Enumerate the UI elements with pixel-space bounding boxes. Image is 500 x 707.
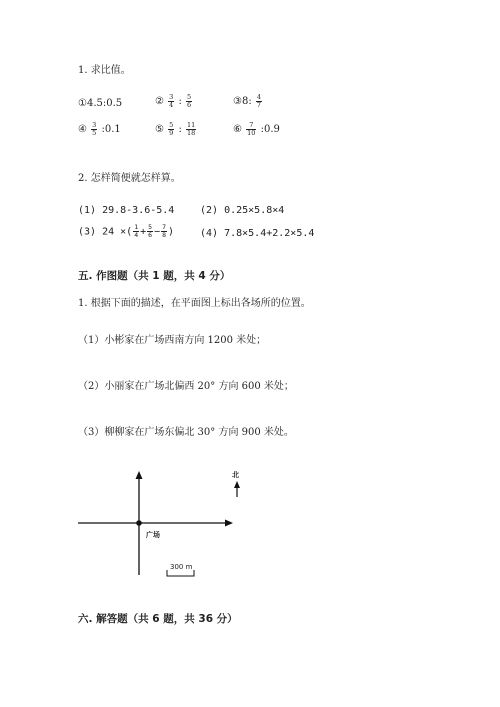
section5-sub-1: （1）小彬家在广场西南方向 1200 米处； (78, 335, 267, 346)
section5-heading: 五. 作图题（共 1 题，共 4 分） (78, 270, 231, 282)
q1-item-6-label: ⑥ (233, 124, 242, 135)
ratio-sep: : (178, 124, 182, 135)
section5-question: 1. 根据下面的描述，在平面图上标出各场所的位置。 (78, 298, 311, 309)
section6-heading: 六. 解答题（共 6 题，共 36 分） (78, 613, 238, 625)
fraction: $\frac{5}{9}$ (169, 121, 174, 137)
north-axis-arrowhead (136, 471, 143, 479)
q2-item-2: (2) 0.25×5.8×4 (200, 205, 285, 216)
fraction: $\frac{1}{4}$ (134, 223, 139, 239)
q2-item-4: (4) 7.8×5.4+2.2×5.4 (200, 228, 315, 239)
q1-title: 1. 求比值。 (78, 65, 131, 76)
expr-prefix: (3) 24 ×( (78, 226, 133, 238)
ratio-sep: : (178, 96, 182, 107)
expr-suffix: ) (168, 226, 175, 238)
fraction: $\frac{5}{6}$ (148, 223, 153, 239)
fraction: $\frac{4}{7}$ (256, 93, 262, 109)
q1-item-4-label: ④ (78, 124, 87, 135)
q1-item-2-label: ② (155, 96, 164, 107)
expr-op: + (140, 226, 147, 238)
q1-item-5-label: ⑤ (155, 124, 164, 135)
fraction: $\frac{7}{8}$ (162, 223, 167, 239)
fraction: $\frac{5}{6}$ (187, 93, 192, 109)
north-arrow-icon (234, 481, 240, 488)
q2-title: 2. 怎样简便就怎样算。 (78, 173, 181, 184)
scale-label: 300 m (170, 563, 193, 571)
q1-item-1-label: ①4.5:0.5 (78, 98, 123, 109)
q2-item-1: (1) 29.8-3.6-5.4 (78, 205, 175, 216)
ratio-tail: :0.1 (101, 124, 121, 135)
expr-op: − (154, 226, 161, 238)
plaza-label: 广场 (146, 531, 160, 539)
section5-sub-2: （2）小丽家在广场北偏西 20° 方向 600 米处； (78, 381, 294, 392)
fraction: $\frac{3}{4}$ (169, 93, 174, 109)
east-arrowhead (225, 520, 233, 527)
ratio-tail: :0.9 (260, 124, 280, 135)
section5-sub-3: （3）柳柳家在广场东偏北 30° 方向 900 米处。 (78, 427, 294, 438)
q1-item-3-label: ③8: (233, 96, 252, 107)
fraction: $\frac{11}{18}$ (187, 121, 196, 137)
plaza-center-point (136, 520, 142, 526)
fraction: $\frac{3}{5}$ (92, 121, 97, 137)
fraction: $\frac{7}{10}$ (247, 121, 256, 137)
north-label: 北 (232, 471, 239, 479)
